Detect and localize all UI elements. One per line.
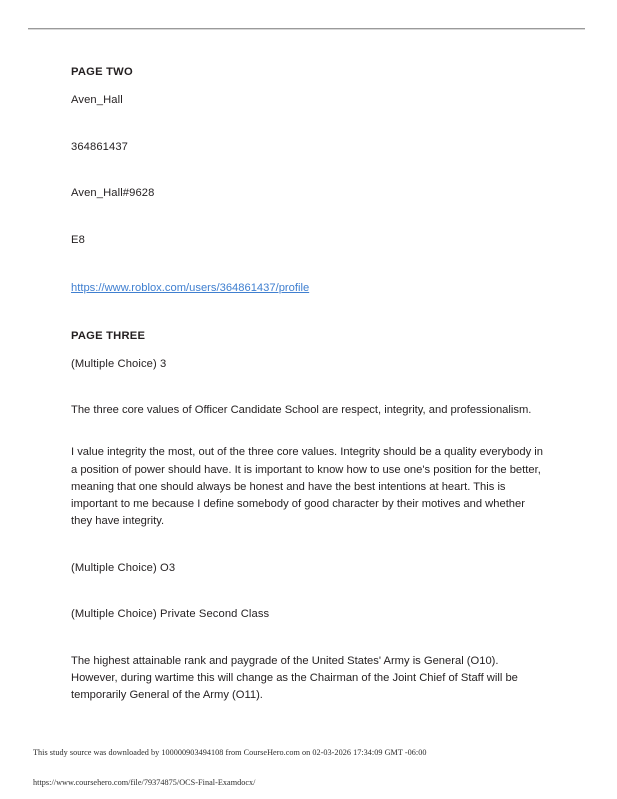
discord-tag: Aven_Hall#9628 xyxy=(71,187,155,200)
spacer xyxy=(71,623,547,653)
download-watermark: This study source was downloaded by 100000903494108 from CourseHero.com on 02-03-2026 17:34:09 GMT -06:00 xyxy=(33,748,427,757)
spacer xyxy=(71,202,547,232)
user-id: 364861437 xyxy=(71,140,129,153)
spacer xyxy=(71,576,547,606)
header-divider xyxy=(28,28,585,30)
spacer xyxy=(71,530,547,560)
spacer xyxy=(71,342,547,356)
spacer xyxy=(71,297,547,330)
rank-code: E8 xyxy=(71,233,85,246)
student-name: Aven_Hall xyxy=(71,94,123,106)
spacer xyxy=(71,419,547,444)
roblox-profile-link[interactable]: https://www.roblox.com/users/364861437/profile xyxy=(71,282,310,295)
spacer xyxy=(71,78,547,92)
section-heading-page-two: PAGE TWO xyxy=(71,66,133,78)
source-url-watermark: https://www.coursehero.com/file/79374875/OCS-Final-Examdocx/ xyxy=(33,778,256,787)
answer-highest-rank: The highest attainable rank and paygrade of the United States' Army is General (O10). However, during wartime this will change as the Chairman of the Joint Chief of Staff will be temporarily General of the Army (O11). xyxy=(71,654,518,701)
question-prompt-3: (Multiple Choice) Private Second Class xyxy=(71,608,270,621)
section-heading-page-three: PAGE THREE xyxy=(71,329,146,342)
spacer xyxy=(71,109,547,139)
spacer xyxy=(71,372,547,402)
answer-core-values: The three core values of Officer Candidate School are respect, integrity, and professionalism. xyxy=(71,404,532,417)
question-prompt-2: (Multiple Choice) O3 xyxy=(71,561,176,574)
document-content xyxy=(71,66,547,704)
spacer xyxy=(71,248,547,278)
answer-integrity-essay: I value integrity the most, out of the three core values. Integrity should be a quality everybody in a position of power should have. It is important to know how to use one's position for the better, meaning that one should always be honest and have the best intentions at heart. This is important to me because I define somebody of good character by their motives and whether they have integrity. xyxy=(71,446,544,527)
question-prompt-1: (Multiple Choice) 3 xyxy=(71,357,167,370)
spacer xyxy=(71,155,547,185)
